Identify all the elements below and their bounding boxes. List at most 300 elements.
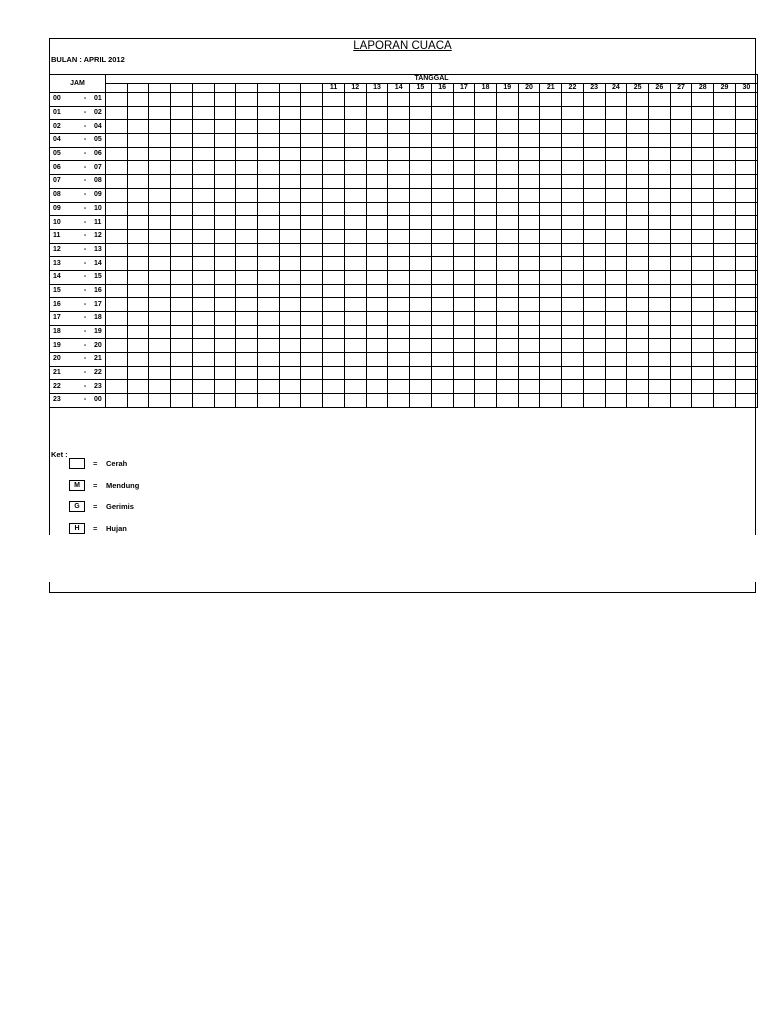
weather-cell[interactable] (714, 339, 736, 353)
weather-cell[interactable] (670, 202, 692, 216)
weather-cell[interactable] (301, 229, 323, 243)
weather-cell[interactable] (214, 93, 236, 107)
weather-cell[interactable] (562, 394, 584, 408)
weather-cell[interactable] (388, 243, 410, 257)
weather-cell[interactable] (323, 216, 345, 230)
weather-cell[interactable] (714, 298, 736, 312)
weather-cell[interactable] (496, 298, 518, 312)
weather-cell[interactable] (279, 312, 301, 326)
weather-cell[interactable] (670, 353, 692, 367)
weather-cell[interactable] (388, 270, 410, 284)
weather-cell[interactable] (236, 339, 258, 353)
weather-cell[interactable] (496, 229, 518, 243)
weather-cell[interactable] (735, 120, 757, 134)
weather-cell[interactable] (540, 216, 562, 230)
weather-cell[interactable] (583, 188, 605, 202)
weather-cell[interactable] (583, 339, 605, 353)
weather-cell[interactable] (735, 216, 757, 230)
weather-cell[interactable] (562, 257, 584, 271)
weather-cell[interactable] (518, 270, 540, 284)
weather-cell[interactable] (171, 147, 193, 161)
weather-cell[interactable] (388, 161, 410, 175)
weather-cell[interactable] (366, 161, 388, 175)
weather-cell[interactable] (431, 93, 453, 107)
weather-cell[interactable] (648, 353, 670, 367)
weather-cell[interactable] (562, 106, 584, 120)
weather-cell[interactable] (562, 298, 584, 312)
weather-cell[interactable] (496, 106, 518, 120)
weather-cell[interactable] (562, 270, 584, 284)
weather-cell[interactable] (475, 175, 497, 189)
weather-cell[interactable] (562, 134, 584, 148)
weather-cell[interactable] (106, 120, 128, 134)
weather-cell[interactable] (692, 175, 714, 189)
weather-cell[interactable] (648, 188, 670, 202)
weather-cell[interactable] (670, 216, 692, 230)
weather-cell[interactable] (627, 284, 649, 298)
weather-cell[interactable] (431, 353, 453, 367)
weather-cell[interactable] (670, 134, 692, 148)
weather-cell[interactable] (648, 161, 670, 175)
weather-cell[interactable] (518, 312, 540, 326)
weather-cell[interactable] (670, 312, 692, 326)
weather-cell[interactable] (453, 93, 475, 107)
weather-cell[interactable] (453, 339, 475, 353)
weather-cell[interactable] (388, 229, 410, 243)
weather-cell[interactable] (127, 257, 149, 271)
weather-cell[interactable] (214, 229, 236, 243)
weather-cell[interactable] (583, 120, 605, 134)
weather-cell[interactable] (192, 298, 214, 312)
weather-cell[interactable] (192, 120, 214, 134)
weather-cell[interactable] (127, 106, 149, 120)
weather-cell[interactable] (214, 325, 236, 339)
weather-cell[interactable] (236, 147, 258, 161)
weather-cell[interactable] (648, 312, 670, 326)
weather-cell[interactable] (127, 202, 149, 216)
weather-cell[interactable] (106, 106, 128, 120)
weather-cell[interactable] (301, 394, 323, 408)
weather-cell[interactable] (301, 366, 323, 380)
weather-cell[interactable] (171, 202, 193, 216)
weather-cell[interactable] (583, 284, 605, 298)
weather-cell[interactable] (714, 188, 736, 202)
weather-cell[interactable] (258, 394, 280, 408)
weather-cell[interactable] (475, 161, 497, 175)
weather-cell[interactable] (605, 161, 627, 175)
weather-cell[interactable] (106, 284, 128, 298)
weather-cell[interactable] (236, 298, 258, 312)
weather-cell[interactable] (410, 339, 432, 353)
weather-cell[interactable] (648, 284, 670, 298)
weather-cell[interactable] (258, 257, 280, 271)
weather-cell[interactable] (735, 339, 757, 353)
weather-cell[interactable] (106, 202, 128, 216)
weather-cell[interactable] (540, 134, 562, 148)
weather-cell[interactable] (323, 106, 345, 120)
weather-cell[interactable] (127, 325, 149, 339)
weather-cell[interactable] (605, 229, 627, 243)
weather-cell[interactable] (605, 134, 627, 148)
weather-cell[interactable] (149, 380, 171, 394)
weather-cell[interactable] (149, 243, 171, 257)
weather-cell[interactable] (431, 394, 453, 408)
weather-cell[interactable] (149, 229, 171, 243)
weather-cell[interactable] (149, 93, 171, 107)
weather-cell[interactable] (410, 106, 432, 120)
weather-cell[interactable] (540, 120, 562, 134)
weather-cell[interactable] (648, 325, 670, 339)
weather-cell[interactable] (301, 134, 323, 148)
weather-cell[interactable] (279, 380, 301, 394)
weather-cell[interactable] (236, 175, 258, 189)
weather-cell[interactable] (627, 339, 649, 353)
weather-cell[interactable] (670, 106, 692, 120)
weather-cell[interactable] (323, 298, 345, 312)
weather-cell[interactable] (605, 202, 627, 216)
weather-cell[interactable] (627, 93, 649, 107)
weather-cell[interactable] (735, 93, 757, 107)
weather-cell[interactable] (149, 202, 171, 216)
weather-cell[interactable] (236, 380, 258, 394)
weather-cell[interactable] (605, 270, 627, 284)
weather-cell[interactable] (540, 353, 562, 367)
weather-cell[interactable] (692, 298, 714, 312)
weather-cell[interactable] (583, 175, 605, 189)
weather-cell[interactable] (670, 339, 692, 353)
weather-cell[interactable] (670, 243, 692, 257)
weather-cell[interactable] (366, 93, 388, 107)
weather-cell[interactable] (192, 284, 214, 298)
weather-cell[interactable] (496, 257, 518, 271)
weather-cell[interactable] (236, 216, 258, 230)
weather-cell[interactable] (453, 366, 475, 380)
weather-cell[interactable] (236, 161, 258, 175)
weather-cell[interactable] (735, 312, 757, 326)
weather-cell[interactable] (605, 298, 627, 312)
weather-cell[interactable] (344, 216, 366, 230)
weather-cell[interactable] (192, 366, 214, 380)
weather-cell[interactable] (496, 394, 518, 408)
weather-cell[interactable] (431, 106, 453, 120)
weather-cell[interactable] (475, 188, 497, 202)
weather-cell[interactable] (540, 394, 562, 408)
weather-cell[interactable] (562, 312, 584, 326)
weather-cell[interactable] (171, 366, 193, 380)
weather-cell[interactable] (279, 202, 301, 216)
weather-cell[interactable] (344, 175, 366, 189)
weather-cell[interactable] (453, 270, 475, 284)
weather-cell[interactable] (127, 120, 149, 134)
weather-cell[interactable] (171, 188, 193, 202)
weather-cell[interactable] (106, 188, 128, 202)
weather-cell[interactable] (171, 161, 193, 175)
weather-cell[interactable] (692, 216, 714, 230)
weather-cell[interactable] (149, 147, 171, 161)
weather-cell[interactable] (431, 257, 453, 271)
weather-cell[interactable] (171, 270, 193, 284)
weather-cell[interactable] (214, 270, 236, 284)
weather-cell[interactable] (323, 188, 345, 202)
weather-cell[interactable] (192, 380, 214, 394)
weather-cell[interactable] (344, 229, 366, 243)
weather-cell[interactable] (171, 93, 193, 107)
weather-cell[interactable] (279, 120, 301, 134)
weather-cell[interactable] (540, 257, 562, 271)
weather-cell[interactable] (692, 134, 714, 148)
weather-cell[interactable] (518, 202, 540, 216)
weather-cell[interactable] (453, 120, 475, 134)
weather-cell[interactable] (236, 120, 258, 134)
weather-cell[interactable] (366, 134, 388, 148)
weather-cell[interactable] (171, 120, 193, 134)
weather-cell[interactable] (149, 106, 171, 120)
weather-cell[interactable] (670, 325, 692, 339)
weather-cell[interactable] (670, 188, 692, 202)
weather-cell[interactable] (236, 202, 258, 216)
weather-cell[interactable] (453, 188, 475, 202)
weather-cell[interactable] (562, 161, 584, 175)
weather-cell[interactable] (214, 161, 236, 175)
weather-cell[interactable] (171, 243, 193, 257)
weather-cell[interactable] (388, 353, 410, 367)
weather-cell[interactable] (496, 202, 518, 216)
weather-cell[interactable] (605, 312, 627, 326)
weather-cell[interactable] (735, 134, 757, 148)
weather-cell[interactable] (214, 216, 236, 230)
weather-cell[interactable] (714, 147, 736, 161)
weather-cell[interactable] (562, 284, 584, 298)
weather-cell[interactable] (627, 134, 649, 148)
weather-cell[interactable] (344, 202, 366, 216)
weather-cell[interactable] (258, 298, 280, 312)
weather-cell[interactable] (323, 147, 345, 161)
weather-cell[interactable] (605, 284, 627, 298)
weather-cell[interactable] (453, 106, 475, 120)
weather-cell[interactable] (496, 366, 518, 380)
weather-cell[interactable] (692, 312, 714, 326)
weather-cell[interactable] (366, 298, 388, 312)
weather-cell[interactable] (692, 106, 714, 120)
weather-cell[interactable] (171, 353, 193, 367)
weather-cell[interactable] (258, 353, 280, 367)
weather-cell[interactable] (453, 394, 475, 408)
weather-cell[interactable] (453, 380, 475, 394)
weather-cell[interactable] (258, 325, 280, 339)
weather-cell[interactable] (714, 229, 736, 243)
weather-cell[interactable] (518, 243, 540, 257)
weather-cell[interactable] (127, 229, 149, 243)
weather-cell[interactable] (127, 188, 149, 202)
weather-cell[interactable] (258, 202, 280, 216)
weather-cell[interactable] (279, 229, 301, 243)
weather-cell[interactable] (518, 366, 540, 380)
weather-cell[interactable] (236, 284, 258, 298)
weather-cell[interactable] (735, 188, 757, 202)
weather-cell[interactable] (171, 394, 193, 408)
weather-cell[interactable] (496, 93, 518, 107)
weather-cell[interactable] (518, 120, 540, 134)
weather-cell[interactable] (301, 270, 323, 284)
weather-cell[interactable] (149, 270, 171, 284)
weather-cell[interactable] (344, 188, 366, 202)
weather-cell[interactable] (518, 134, 540, 148)
weather-cell[interactable] (344, 120, 366, 134)
weather-cell[interactable] (431, 339, 453, 353)
weather-cell[interactable] (192, 106, 214, 120)
weather-cell[interactable] (171, 339, 193, 353)
weather-cell[interactable] (410, 298, 432, 312)
weather-cell[interactable] (431, 161, 453, 175)
weather-cell[interactable] (431, 284, 453, 298)
weather-cell[interactable] (106, 134, 128, 148)
weather-cell[interactable] (714, 257, 736, 271)
weather-cell[interactable] (192, 93, 214, 107)
weather-cell[interactable] (605, 175, 627, 189)
weather-cell[interactable] (583, 380, 605, 394)
weather-cell[interactable] (475, 243, 497, 257)
weather-cell[interactable] (323, 229, 345, 243)
weather-cell[interactable] (236, 134, 258, 148)
weather-cell[interactable] (236, 325, 258, 339)
weather-cell[interactable] (453, 202, 475, 216)
weather-cell[interactable] (431, 325, 453, 339)
weather-cell[interactable] (344, 243, 366, 257)
weather-cell[interactable] (366, 147, 388, 161)
weather-cell[interactable] (301, 175, 323, 189)
weather-cell[interactable] (106, 380, 128, 394)
weather-cell[interactable] (323, 380, 345, 394)
weather-cell[interactable] (149, 394, 171, 408)
weather-cell[interactable] (258, 188, 280, 202)
weather-cell[interactable] (627, 147, 649, 161)
weather-cell[interactable] (475, 202, 497, 216)
weather-cell[interactable] (496, 175, 518, 189)
weather-cell[interactable] (366, 284, 388, 298)
weather-cell[interactable] (627, 188, 649, 202)
weather-cell[interactable] (692, 270, 714, 284)
weather-cell[interactable] (714, 284, 736, 298)
weather-cell[interactable] (171, 312, 193, 326)
weather-cell[interactable] (714, 161, 736, 175)
weather-cell[interactable] (627, 380, 649, 394)
weather-cell[interactable] (149, 298, 171, 312)
weather-cell[interactable] (279, 106, 301, 120)
weather-cell[interactable] (171, 298, 193, 312)
weather-cell[interactable] (692, 243, 714, 257)
weather-cell[interactable] (540, 284, 562, 298)
weather-cell[interactable] (410, 147, 432, 161)
weather-cell[interactable] (518, 216, 540, 230)
weather-cell[interactable] (388, 284, 410, 298)
weather-cell[interactable] (366, 394, 388, 408)
weather-cell[interactable] (323, 93, 345, 107)
weather-cell[interactable] (344, 284, 366, 298)
weather-cell[interactable] (127, 161, 149, 175)
weather-cell[interactable] (518, 106, 540, 120)
weather-cell[interactable] (735, 243, 757, 257)
weather-cell[interactable] (192, 339, 214, 353)
weather-cell[interactable] (583, 366, 605, 380)
weather-cell[interactable] (453, 175, 475, 189)
weather-cell[interactable] (106, 353, 128, 367)
weather-cell[interactable] (518, 229, 540, 243)
weather-cell[interactable] (453, 229, 475, 243)
weather-cell[interactable] (171, 106, 193, 120)
weather-cell[interactable] (518, 394, 540, 408)
weather-cell[interactable] (127, 312, 149, 326)
weather-cell[interactable] (149, 216, 171, 230)
weather-cell[interactable] (388, 106, 410, 120)
weather-cell[interactable] (323, 394, 345, 408)
weather-cell[interactable] (323, 325, 345, 339)
weather-cell[interactable] (301, 284, 323, 298)
weather-cell[interactable] (106, 325, 128, 339)
weather-cell[interactable] (236, 366, 258, 380)
weather-cell[interactable] (410, 325, 432, 339)
weather-cell[interactable] (127, 380, 149, 394)
weather-cell[interactable] (714, 120, 736, 134)
weather-cell[interactable] (214, 202, 236, 216)
weather-cell[interactable] (431, 188, 453, 202)
weather-cell[interactable] (301, 339, 323, 353)
weather-cell[interactable] (301, 147, 323, 161)
weather-cell[interactable] (301, 106, 323, 120)
weather-cell[interactable] (475, 270, 497, 284)
weather-cell[interactable] (279, 298, 301, 312)
weather-cell[interactable] (692, 120, 714, 134)
weather-cell[interactable] (692, 93, 714, 107)
weather-cell[interactable] (453, 243, 475, 257)
weather-cell[interactable] (279, 188, 301, 202)
weather-cell[interactable] (735, 284, 757, 298)
weather-cell[interactable] (236, 257, 258, 271)
weather-cell[interactable] (279, 353, 301, 367)
weather-cell[interactable] (127, 93, 149, 107)
weather-cell[interactable] (540, 202, 562, 216)
weather-cell[interactable] (214, 134, 236, 148)
weather-cell[interactable] (236, 353, 258, 367)
weather-cell[interactable] (388, 325, 410, 339)
weather-cell[interactable] (323, 120, 345, 134)
weather-cell[interactable] (627, 229, 649, 243)
weather-cell[interactable] (344, 106, 366, 120)
weather-cell[interactable] (475, 394, 497, 408)
weather-cell[interactable] (627, 216, 649, 230)
weather-cell[interactable] (714, 243, 736, 257)
weather-cell[interactable] (735, 366, 757, 380)
weather-cell[interactable] (171, 257, 193, 271)
weather-cell[interactable] (431, 216, 453, 230)
weather-cell[interactable] (171, 380, 193, 394)
weather-cell[interactable] (149, 257, 171, 271)
weather-cell[interactable] (496, 325, 518, 339)
weather-cell[interactable] (366, 243, 388, 257)
weather-cell[interactable] (714, 325, 736, 339)
weather-cell[interactable] (214, 298, 236, 312)
weather-cell[interactable] (540, 270, 562, 284)
weather-cell[interactable] (258, 106, 280, 120)
weather-cell[interactable] (518, 284, 540, 298)
weather-cell[interactable] (670, 161, 692, 175)
weather-cell[interactable] (562, 380, 584, 394)
weather-cell[interactable] (540, 366, 562, 380)
weather-cell[interactable] (648, 175, 670, 189)
weather-cell[interactable] (714, 353, 736, 367)
weather-cell[interactable] (192, 134, 214, 148)
weather-cell[interactable] (453, 147, 475, 161)
weather-cell[interactable] (366, 339, 388, 353)
